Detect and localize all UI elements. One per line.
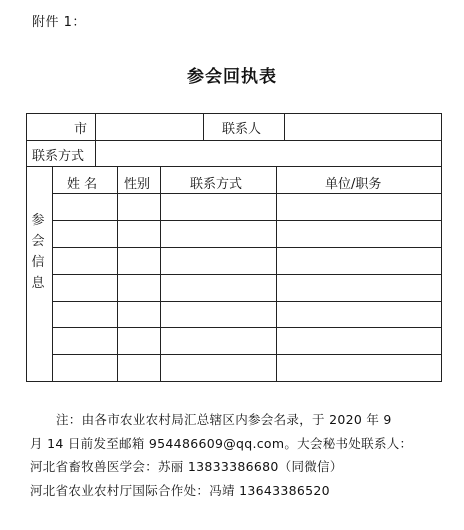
row-line (52, 301, 442, 302)
table-border-bottom (26, 381, 442, 382)
row-line (52, 247, 442, 248)
table-border-left (26, 113, 27, 382)
row-line (26, 140, 442, 141)
column-line (160, 166, 161, 382)
contact-method-label: 联系方式 (32, 149, 85, 164)
row-line (52, 327, 442, 328)
table-border-top (26, 113, 442, 114)
column-header-org-position: 单位/职务 (325, 177, 382, 192)
contact-person-label: 联系人 (222, 122, 262, 137)
row-line (52, 193, 442, 194)
contact-note (30, 408, 450, 502)
column-line (276, 166, 277, 382)
column-line (117, 166, 118, 382)
attendee-info-label: 参 会 信 息 (31, 213, 45, 291)
row-line (26, 166, 442, 167)
annex-label: 附件 1： (32, 15, 86, 30)
column-line (95, 140, 96, 166)
row-line (52, 274, 442, 275)
note-line: 河北省畜牧兽医学会：苏丽 13833386680（同微信） (30, 459, 343, 474)
form-title: 参会回执表 (187, 67, 277, 87)
row-line (52, 354, 442, 355)
note-line: 河北省农业农村厅国际合作处：冯靖 13643386520 (30, 482, 330, 498)
column-header-contact: 联系方式 (190, 177, 243, 192)
column-line (52, 166, 53, 382)
note-line: 注：由各市农业农村局汇总辖区内参会名录，于 2020 年 9 (56, 412, 392, 427)
column-line (284, 113, 285, 140)
note-line: 月 14 日前发至邮箱 954486609@qq.com。大会秘书处联系人： (30, 435, 413, 451)
column-header-gender: 性别 (124, 177, 151, 192)
column-header-name: 姓 名 (67, 177, 98, 192)
row-line (52, 220, 442, 221)
column-line (203, 113, 204, 140)
column-line (95, 113, 96, 140)
city-label: 市 (74, 122, 88, 137)
